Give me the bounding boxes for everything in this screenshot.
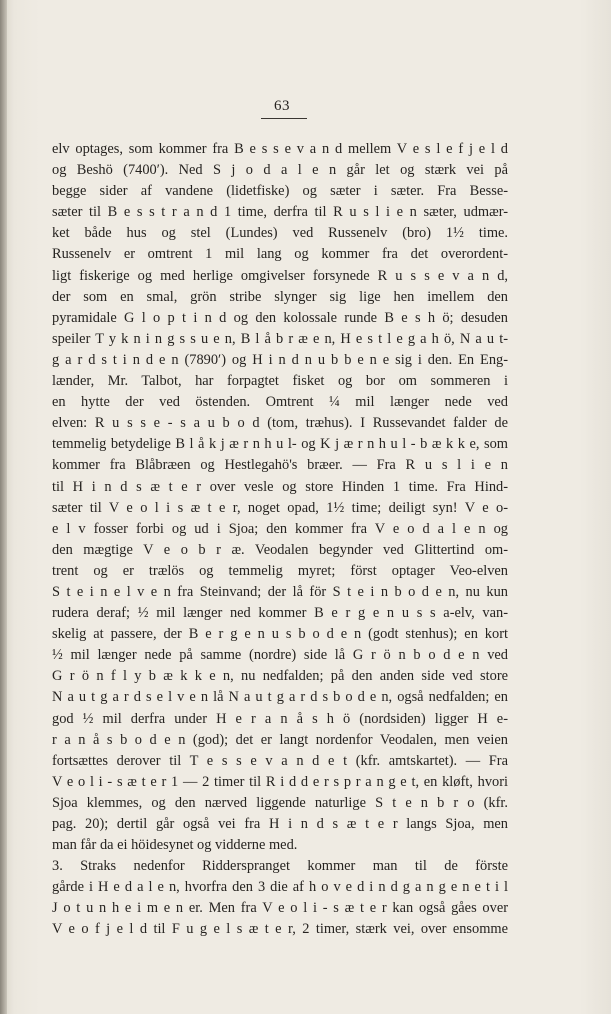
page-spine-shadow [0,0,7,1014]
text-line: ket både hus og stel (Lundes) ved Russenelv (bro) 1½ time. [52,225,508,242]
text-line: lænder, Mr. Talbot, har forpagtet fisket og bor om sommeren i [52,373,508,390]
text-line: fortsættes derover til T e s s e v a n d e t (kfr. amtskartet). — Fra [52,752,508,769]
text-line: 3. Straks nedenfor Ridderspranget kommer man til de förste [52,858,508,875]
text-line: ½ mil længer nede på samme (nordre) side lå G r ö n b o d e n ved [52,647,508,664]
text-line: man får da ei höidesynet og vidderne med. [52,837,298,854]
text-line: Sjoa klemmes, og den nærved liggende naturlige S t e n b r o (kfr. [52,794,508,811]
text-line: elven: R u s s e - s a u b o d (tom, træhus). I Russevandet falder de [52,415,508,432]
body-text [52,139,508,941]
text-line: G r ö n f l y b æ k k e n, nu nedfalden; på den anden side ved store [52,668,508,685]
page-number-rule [261,118,307,119]
text-line: elv optages, som kommer fra B e s s e v a n d mellem V e s l e f j e l d [52,141,508,157]
text-line: pag. 20); dertil går også vei fra H i n d s æ t e r langs Sjoa, men [52,816,508,832]
text-line: ligt fiskerige og med herlige omgivelser forsynede R u s s e v a n d, [52,267,508,284]
text-line: speiler T y k n i n g s s u e n, B l å b r æ e n, H e s t l e g a h ö, N a u t- [52,330,508,347]
text-line: gårde i H e d a l e n, hvorfra den 3 die af h o v e d i n d g a n g e n e t i l [52,879,508,896]
text-line: god ½ mil derfra under H e r a n å s h ö (nordsiden) ligger H e- [52,710,508,727]
text-line: skelig at passere, der B e r g e n u s b o d e n (godt stenhus); en kort [52,626,508,643]
text-line: V e o f j e l d til F u g e l s æ t e r, 2 timer, stærk vei, over ensomme [52,921,508,938]
text-line: temmelig betydelige B l å k j æ r n h u l- og K j æ r n h u l - b æ k k e, som [52,436,508,453]
page-number: 63 [274,98,290,114]
text-line: r a n å s b o d e n (god); det er langt nordenfor Veodalen, men veien [52,731,508,748]
text-line: S t e i n e l v e n fra Steinvand; der lå för S t e i n b o d e n, nu kun [52,583,508,600]
text-line: J o t u n h e i m e n er. Men fra V e o l i - s æ t e r kan også gåes over [52,900,508,917]
text-line: V e o l i - s æ t e r 1 — 2 timer til R i d d e r s p r a n g e t, en kløft, hvori [52,773,508,790]
text-line: den mægtige V e o b r æ. Veodalen begynder ved Glittertind om- [52,541,508,558]
text-line: begge sider af vandene (lidetfiske) og sæter i sæter. Fra Besse- [52,183,508,200]
text-line: pyramidale G l o p t i n d og den kolossale runde B e s h ö; desuden [52,309,508,326]
text-line: en hytte der ved östenden. Omtrent ¼ mil længer nede ved [52,394,508,411]
text-line: N a u t g a r d s e l v e n lå N a u t g a r d s b o d e n, også nedfalden; en [52,689,508,706]
text-line: g a r d s t i n d e n (7890′) og H i n d n u b b e n e sig i den. En Eng- [52,351,508,368]
text-line: rudera deraf; ½ mil længer ned kommer B e r g e n u s s a-elv, van- [52,605,508,622]
text-line: sæter til V e o l i s æ t e r, noget opad, 1½ time; deiligt syn! V e o- [52,499,508,516]
text-line: sæter til B e s s t r a n d 1 time, derfra til R u s l i e n sæter, udmær- [52,204,508,221]
text-line: og Beshö (7400′). Ned S j o d a l e n går let og stærk vei på [52,162,508,179]
text-line: trent og er trælös og temmelig myret; först optager Veo-elven [52,562,508,579]
text-line: Russenelv er omtrent 1 mil lang og kommer fra det overordent- [52,246,508,263]
text-line: der som en smal, grön stribe slynger sig lige hen imellem den [52,288,508,305]
text-line: e l v fosser forbi og ud i Sjoa; den kommer fra V e o d a l e n og [52,520,508,537]
text-line: kommer fra Blåbræen og Hestlegahö's bræer. — Fra R u s l i e n [52,457,508,474]
text-line: til H i n d s æ t e r over vesle og store Hinden 1 time. Fra Hind- [52,478,508,495]
